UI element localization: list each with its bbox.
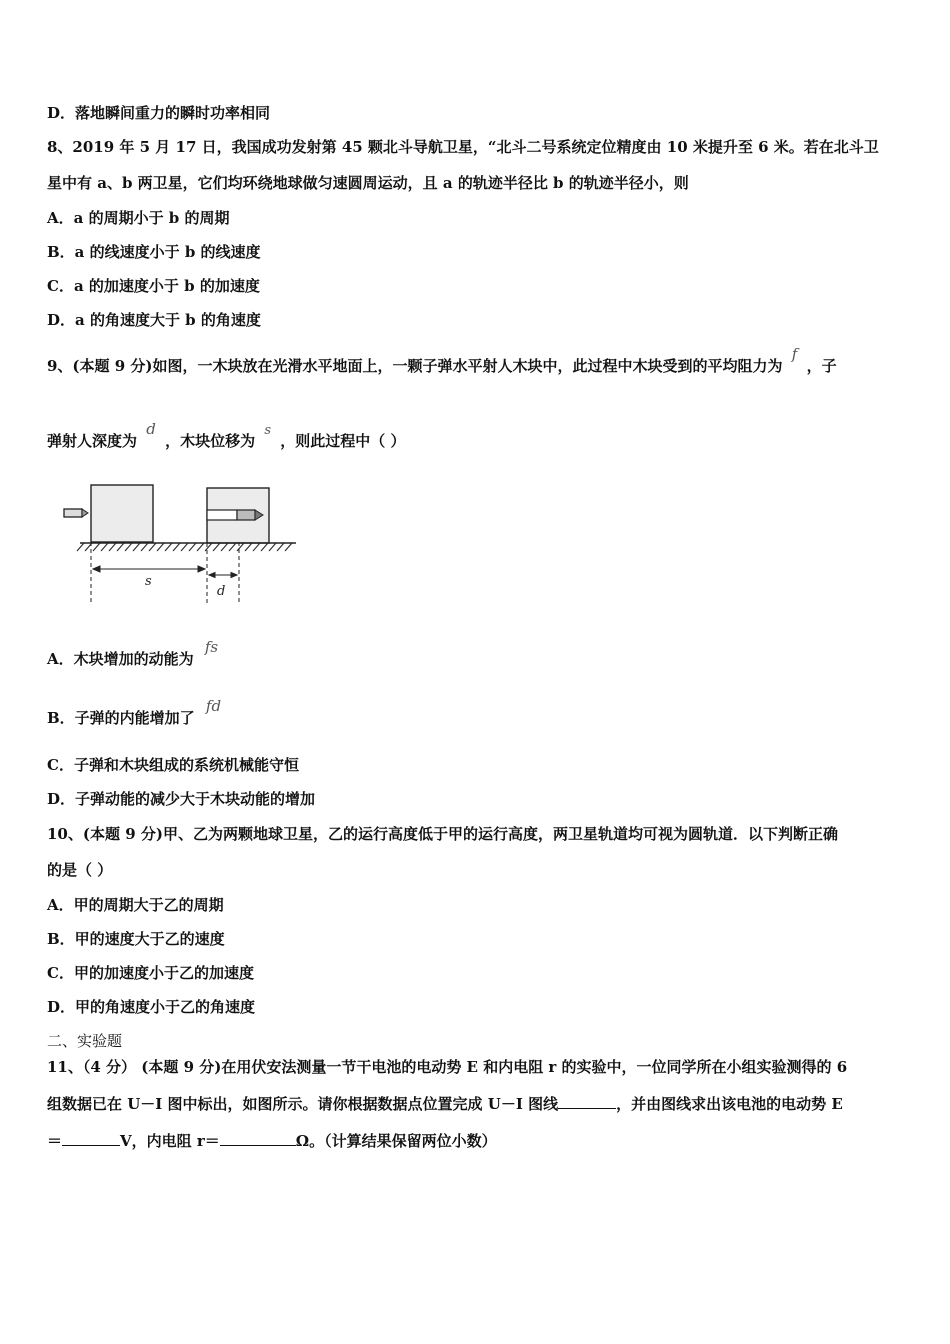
q8-option-d: D．a 的角速度大于 b 的角速度 (47, 311, 261, 329)
q9-stem-text2: 弹射人深度为 (47, 432, 138, 450)
q7-option-d: D．落地瞬间重力的瞬时功率相同 (47, 104, 271, 122)
section-heading-experiment: 二、实验题 (47, 1032, 123, 1050)
label-s: s (145, 574, 152, 589)
q9-option-a-text: A．木块增加的动能为 (47, 650, 194, 668)
math-fs: fs (204, 638, 219, 656)
q9-stem-text4: ，则此过程中（ ） (280, 432, 406, 450)
math-d: d (146, 420, 156, 438)
q9-stem-line2 (47, 420, 906, 453)
q11-stem-line2 (47, 1094, 906, 1114)
q10-option-d: D．甲的角速度小于乙的角速度 (47, 998, 256, 1016)
q9-option-a (47, 638, 906, 669)
q8-option-c: C．a 的加速度小于 b 的加速度 (47, 277, 260, 295)
q11-text-b: ，并由图线求出该电池的电动势 E (616, 1095, 843, 1113)
q9-stem-text3: ，木块位移为 (165, 432, 256, 450)
q11-text-d: V，内电阻 r＝ (120, 1132, 220, 1150)
q9-option-b-text: B．子弹的内能增加了 (47, 709, 195, 727)
q8-option-a: A．a 的周期小于 b 的周期 (47, 209, 230, 227)
ground-hatching (77, 543, 292, 551)
bullet-before (64, 509, 88, 517)
bullet-block-figure (44, 478, 304, 608)
q9-stem-line1 (47, 345, 906, 376)
q9-option-b (47, 697, 906, 728)
dimension-arrows (93, 566, 237, 578)
q10-option-b: B．甲的速度大于乙的速度 (47, 930, 225, 948)
answer-blank-graph[interactable] (558, 1094, 616, 1109)
q9-stem-text: 9、(本题 9 分)如图，一木块放在光滑水平地面上，一颗子弹水平射人木块中，此过程中木块受到的平均阻力为 (47, 357, 783, 375)
q10-stem-line2: 的是（ ） (47, 861, 113, 879)
q9-option-d: D．子弹动能的减少大于木块动能的增加 (47, 790, 316, 808)
q8-option-b: B．a 的线速度小于 b 的线速度 (47, 243, 261, 261)
answer-blank-emf[interactable] (62, 1131, 120, 1146)
q11-stem-line1: 11、（4 分） (本题 9 分)在用伏安法测量一节干电池的电动势 E 和内电阻 r 的实验中，一位同学所在小组实验测得的 6 (47, 1058, 848, 1076)
q10-option-a: A．甲的周期大于乙的周期 (47, 896, 224, 914)
label-d: d (217, 584, 226, 599)
math-f: f (791, 345, 798, 363)
q11-text-e: Ω。（计算结果保留两位小数） (295, 1132, 497, 1150)
q9-option-c: C．子弹和木块组成的系统机械能守恒 (47, 756, 299, 774)
q11-text-c: ＝ (47, 1132, 63, 1150)
bullet-embedded (207, 510, 263, 520)
q10-stem-line1: 10、(本题 9 分)甲、乙为两颗地球卫星，乙的运行高度低于甲的运行高度，两卫星轨道均可视为圆轨道．以下判断正确 (47, 825, 838, 843)
q10-option-c: C．甲的加速度小于乙的加速度 (47, 964, 254, 982)
q9-stem-tail: ，子 (806, 357, 837, 375)
q8-stem-line1: 8、2019 年 5 月 17 日，我国成功发射第 45 颗北斗导航卫星，“北斗二号系统定位精度由 10 米提升至 6 米。若在北斗卫 (47, 138, 879, 156)
math-fd: fd (205, 697, 222, 715)
answer-blank-resistance[interactable] (220, 1131, 296, 1146)
block-initial (91, 485, 153, 542)
q11-text-a: 组数据已在 U－I 图中标出，如图所示。请你根据数据点位置完成 U－I 图线 (47, 1095, 559, 1113)
q11-stem-line3 (47, 1131, 906, 1151)
q8-stem-line2: 星中有 a、b 两卫星，它们均环绕地球做匀速圆周运动，且 a 的轨迹半径比 b 的轨迹半径小，则 (47, 174, 689, 192)
math-s: s (264, 423, 272, 438)
